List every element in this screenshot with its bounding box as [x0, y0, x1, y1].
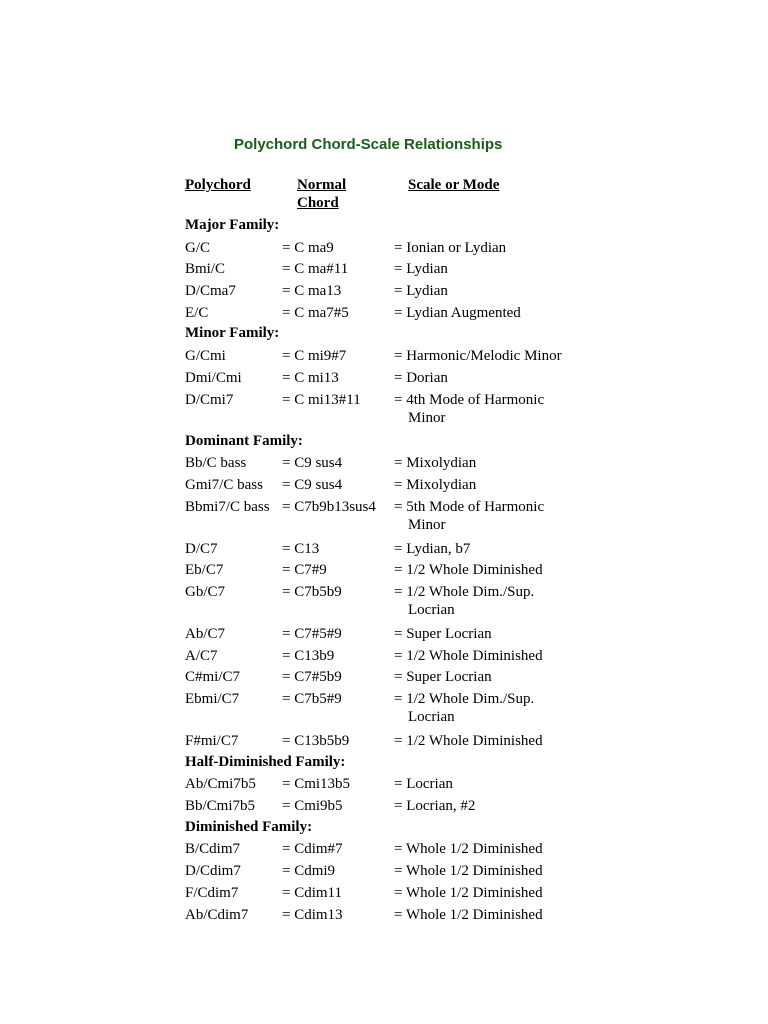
- table-row: [185, 538, 605, 560]
- normal-chord-cell: = C mi13#11: [282, 391, 361, 408]
- scale-cell: [394, 583, 534, 619]
- column-header-normal-chord: [297, 176, 346, 212]
- normal-chord-cell: = Cdim11: [282, 884, 342, 901]
- table-row: [185, 559, 605, 581]
- polychord-cell: D/Cmi7: [185, 391, 234, 408]
- table-row: [185, 474, 605, 496]
- normal-chord-cell: = C7#5b9: [282, 669, 342, 686]
- column-header-normal-line1: Normal: [297, 177, 347, 193]
- scale-text: = Whole 1/2 Diminished: [394, 863, 543, 880]
- family-heading: Minor Family:: [185, 325, 280, 342]
- table-row: [185, 389, 605, 431]
- normal-chord-cell: = Cdmi9: [282, 863, 336, 880]
- polychord-cell: D/Cma7: [185, 283, 236, 300]
- scale-cell: [394, 454, 476, 472]
- scale-cell: [394, 862, 543, 880]
- table-row: [185, 280, 605, 302]
- polychord-cell: Ab/Cdim7: [185, 906, 249, 923]
- polychord-cell: D/Cdim7: [185, 863, 241, 880]
- scale-cell: [394, 391, 544, 427]
- scale-text: = Lydian: [394, 261, 448, 278]
- scale-cell: [394, 369, 448, 387]
- table-row: [185, 367, 605, 389]
- normal-chord-cell: = C7b5#9: [282, 691, 342, 707]
- scale-cell: [394, 884, 543, 902]
- scale-cell: [394, 561, 543, 579]
- normal-chord-cell: = C mi13: [282, 369, 339, 386]
- column-header-normal-line2: Chord: [297, 195, 339, 211]
- polychord-cell: G/C: [185, 239, 211, 256]
- table-row: [185, 860, 605, 882]
- scale-text: = 1/2 Whole Diminished: [394, 733, 543, 749]
- table-row: [185, 258, 605, 280]
- scale-text: = 1/2 Whole Diminished: [394, 647, 543, 664]
- column-header-polychord: [185, 176, 251, 194]
- table-row: [185, 237, 605, 259]
- normal-chord-cell: = C7#9: [282, 562, 327, 579]
- polychord-cell: D/C7: [185, 540, 218, 557]
- normal-chord-cell: = C7b9b13sus4: [282, 498, 376, 515]
- table-row: [185, 302, 605, 324]
- column-header-scale-label: Scale or Mode: [408, 177, 500, 193]
- scale-text-continuation: Minor: [408, 516, 446, 533]
- table-row: [185, 882, 605, 904]
- polychord-cell: F/Cdim7: [185, 884, 239, 901]
- normal-chord-cell: = C ma7#5: [282, 304, 349, 321]
- scale-text: = 1/2 Whole Dim./Sup.: [394, 583, 535, 600]
- scale-text: = Mixolydian: [394, 455, 477, 472]
- polychord-cell: G/Cmi: [185, 348, 226, 365]
- scale-text: = 5th Mode of Harmonic: [394, 498, 545, 515]
- scale-cell: [394, 347, 562, 365]
- polychord-cell: Bb/C bass: [185, 455, 247, 472]
- scale-text: = Ionian or Lydian: [394, 239, 507, 256]
- scale-text: = Lydian, b7: [394, 540, 471, 557]
- scale-cell: [394, 476, 476, 494]
- scale-text: = Harmonic/Melodic Minor: [394, 348, 562, 365]
- scale-cell: [394, 260, 448, 278]
- normal-chord-cell: = C ma9: [282, 239, 334, 256]
- scale-text-continuation: Locrian: [408, 709, 455, 725]
- column-header-scale: [408, 176, 499, 194]
- scale-text-continuation: Locrian: [408, 601, 455, 618]
- polychord-cell: Gb/C7: [185, 583, 226, 600]
- scale-text: = Locrian, #2: [394, 798, 476, 815]
- scale-cell: [394, 498, 544, 534]
- polychord-cell: Ab/C7: [185, 625, 226, 642]
- normal-chord-cell: = C mi9#7: [282, 348, 347, 365]
- scale-cell: [394, 690, 534, 726]
- table-row: [185, 666, 605, 688]
- scale-text: = 1/2 Whole Diminished: [394, 562, 543, 579]
- polychord-cell: Ab/Cmi7b5: [185, 776, 256, 793]
- normal-chord-cell: = C13b9: [282, 647, 335, 664]
- scale-cell: [394, 282, 448, 300]
- scale-cell: [394, 668, 492, 686]
- scale-text: = Whole 1/2 Diminished: [394, 884, 543, 901]
- polychord-cell: Bbmi7/C bass: [185, 498, 270, 515]
- scale-text: = Whole 1/2 Diminished: [394, 841, 543, 858]
- polychord-cell: Bb/Cmi7b5: [185, 798, 256, 815]
- table-row: [185, 496, 605, 538]
- table-row: [185, 645, 605, 667]
- polychord-cell: Dmi/Cmi: [185, 369, 242, 386]
- scale-cell: [394, 906, 543, 924]
- scale-text: = Locrian: [394, 776, 453, 793]
- scale-cell: [394, 625, 492, 643]
- document-title: Polychord Chord-Scale Relationships: [234, 136, 503, 153]
- table-row: [185, 452, 605, 474]
- table-row: [185, 581, 605, 623]
- scale-text: = Lydian Augmented: [394, 304, 521, 321]
- normal-chord-cell: = C ma13: [282, 283, 342, 300]
- normal-chord-cell: = C9 sus4: [282, 476, 343, 493]
- chord-table: [185, 215, 605, 925]
- scale-cell: [394, 775, 453, 793]
- scale-text: = Super Locrian: [394, 625, 492, 642]
- polychord-cell: B/Cdim7: [185, 841, 241, 858]
- normal-chord-cell: = Cdim13: [282, 906, 343, 923]
- family-heading: Diminished Family:: [185, 818, 313, 835]
- scale-text: = Mixolydian: [394, 476, 477, 493]
- family-heading: Dominant Family:: [185, 432, 303, 449]
- scale-text-continuation: Minor: [408, 409, 446, 426]
- scale-text: = Lydian: [394, 283, 448, 300]
- scale-cell: [394, 239, 506, 257]
- scale-text: = 1/2 Whole Dim./Sup.: [394, 691, 535, 707]
- polychord-cell: Bmi/C: [185, 261, 226, 278]
- table-row: [185, 773, 605, 795]
- normal-chord-cell: = C7b5b9: [282, 583, 342, 600]
- family-heading: Half-Diminished Family:: [185, 753, 346, 770]
- polychord-cell: Gmi7/C bass: [185, 476, 263, 493]
- normal-chord-cell: = C7#5#9: [282, 625, 342, 642]
- table-row: [185, 688, 605, 730]
- polychord-cell: Eb/C7: [185, 562, 224, 579]
- normal-chord-cell: = C ma#11: [282, 261, 349, 278]
- scale-text: = 4th Mode of Harmonic: [394, 391, 545, 408]
- normal-chord-cell: = C13: [282, 540, 320, 557]
- normal-chord-cell: = Cmi9b5: [282, 798, 343, 815]
- polychord-cell: E/C: [185, 304, 209, 321]
- table-row: [185, 345, 605, 367]
- table-row: [185, 623, 605, 645]
- scale-cell: [394, 840, 543, 858]
- polychord-cell: Ebmi/C7: [185, 691, 240, 707]
- family-heading: Major Family:: [185, 217, 280, 233]
- scale-cell: [394, 797, 475, 815]
- scale-text: = Whole 1/2 Diminished: [394, 906, 543, 923]
- scale-cell: [394, 647, 543, 665]
- polychord-cell: A/C7: [185, 647, 218, 664]
- table-row: [185, 795, 605, 817]
- normal-chord-cell: = Cdim#7: [282, 841, 343, 858]
- scale-cell: [394, 540, 470, 558]
- scale-cell: [394, 304, 521, 322]
- scale-cell: [394, 732, 543, 750]
- polychord-cell: F#mi/C7: [185, 733, 239, 749]
- table-row: [185, 730, 605, 752]
- table-row: [185, 904, 605, 926]
- table-row: [185, 838, 605, 860]
- normal-chord-cell: = C13b5b9: [282, 733, 350, 749]
- normal-chord-cell: = Cmi13b5: [282, 776, 351, 793]
- scale-text: = Dorian: [394, 369, 448, 386]
- normal-chord-cell: = C9 sus4: [282, 455, 343, 472]
- scale-text: = Super Locrian: [394, 669, 492, 686]
- polychord-cell: C#mi/C7: [185, 669, 241, 686]
- column-header-polychord-label: Polychord: [185, 177, 251, 193]
